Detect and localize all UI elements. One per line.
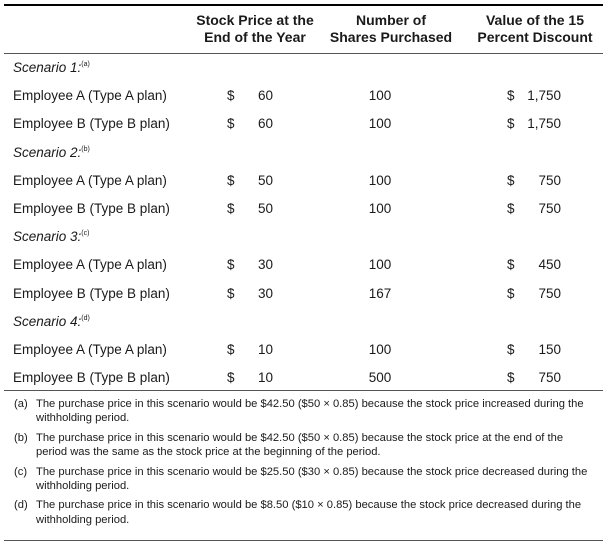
table-row: [4, 110, 603, 138]
employee-label: Employee B (Type B plan): [13, 116, 170, 132]
scenario-name: Scenario 1:: [13, 60, 82, 75]
footnote-text: The purchase price in this scenario would be $42.50 ($50 × 0.85) because the stock price increased during the withholding period.: [36, 398, 584, 425]
footnote-mark: (d): [14, 499, 28, 512]
scenario-note-ref: (b): [81, 145, 90, 153]
scenario-row: [4, 308, 603, 336]
footnote-mark: (c): [14, 465, 28, 478]
discount-dollar-sign: $: [507, 172, 515, 188]
stock-price-value: 10: [257, 341, 273, 357]
footnote-mark: (b): [14, 431, 28, 444]
table-row: [4, 167, 603, 195]
employee-label: Employee B (Type B plan): [13, 200, 170, 216]
table-header: [4, 8, 603, 54]
discount-value: 450: [538, 257, 561, 273]
scenario-note-ref: (a): [81, 61, 90, 68]
footnote-mark: (a): [14, 398, 28, 410]
discount-value: 150: [538, 341, 561, 357]
header-shares-purchased: Number of Shares Purchased: [329, 12, 453, 45]
price-dollar-sign: $: [227, 370, 235, 386]
footnote: [14, 465, 593, 494]
employee-label: Employee A (Type A plan): [13, 172, 167, 188]
shares-value: 100: [368, 200, 392, 216]
footnote: [14, 431, 593, 460]
table-row: [4, 195, 603, 223]
table-body: [4, 54, 603, 392]
stock-price-value: 30: [257, 257, 273, 273]
price-dollar-sign: $: [227, 116, 235, 132]
employee-label: Employee A (Type A plan): [13, 88, 167, 104]
scenario-row: [4, 139, 603, 167]
scenario-label: [13, 139, 90, 167]
footnote: [14, 498, 593, 527]
stock-price-value: 60: [257, 88, 273, 104]
shares-value: 100: [368, 257, 392, 273]
header-discount-value: Value of the 15 Percent Discount: [477, 12, 593, 45]
discount-dollar-sign: $: [507, 370, 515, 386]
discount-dollar-sign: $: [507, 116, 515, 132]
top-rule: [4, 4, 603, 6]
table-row: [4, 364, 603, 392]
discount-value: 750: [538, 285, 561, 301]
stock-price-value: 50: [257, 172, 273, 188]
employee-label: Employee A (Type A plan): [13, 341, 167, 357]
employee-label: Employee B (Type B plan): [13, 370, 170, 386]
scenario-name: Scenario 2:: [13, 144, 82, 160]
table-row: [4, 336, 603, 364]
price-dollar-sign: $: [227, 257, 235, 273]
footnote-text: The purchase price in this scenario would be $8.50 ($10 × 0.85) because the stock price decreased during the withholding period.: [36, 499, 582, 526]
footnote: [14, 397, 593, 426]
scenario-label: [13, 223, 89, 251]
header-stock-price: Stock Price at the End of the Year: [196, 12, 314, 45]
shares-value: 500: [368, 370, 392, 386]
scenario-row: [4, 54, 603, 82]
discount-dollar-sign: $: [507, 341, 515, 357]
footnotes: [4, 392, 603, 541]
table-row: [4, 82, 603, 110]
stock-price-value: 60: [257, 116, 273, 132]
shares-value: 100: [368, 116, 392, 132]
scenario-label: [13, 54, 90, 82]
price-dollar-sign: $: [227, 172, 235, 188]
scenario-note-ref: (d): [81, 314, 90, 322]
discount-dollar-sign: $: [507, 88, 515, 104]
shares-value: 167: [368, 285, 392, 301]
stock-price-value: 30: [257, 285, 273, 301]
discount-value: 750: [538, 172, 561, 188]
stock-price-value: 10: [257, 370, 273, 386]
price-dollar-sign: $: [227, 285, 235, 301]
scenario-row: [4, 223, 603, 251]
discount-dollar-sign: $: [507, 257, 515, 273]
shares-value: 100: [368, 341, 392, 357]
footnote-text: The purchase price in this scenario would be $25.50 ($30 × 0.85) because the stock price decreased during the withholding period.: [36, 465, 588, 493]
stock-price-value: 50: [257, 200, 273, 216]
table-row: [4, 251, 603, 279]
scenario-label: [13, 308, 90, 336]
shares-value: 100: [368, 172, 392, 188]
footnote-text: The purchase price in this scenario would be $42.50 ($50 × 0.85) because the stock price at the end of the period was the same as the stock price at the beginning of the period.: [36, 431, 564, 459]
scenario-name: Scenario 3:: [13, 229, 82, 245]
employee-label: Employee B (Type B plan): [13, 285, 170, 301]
scenario-note-ref: (c): [81, 230, 90, 238]
table-notes-divider: [4, 390, 603, 391]
price-dollar-sign: $: [227, 88, 235, 104]
scenario-name: Scenario 4:: [13, 313, 82, 329]
discount-value: 750: [538, 370, 561, 386]
price-dollar-sign: $: [227, 200, 235, 216]
employee-label: Employee A (Type A plan): [13, 257, 167, 273]
discount-value: 1,750: [527, 116, 561, 132]
discount-value: 750: [538, 200, 561, 216]
shares-value: 100: [368, 88, 392, 104]
table-row: [4, 280, 603, 308]
discount-dollar-sign: $: [507, 200, 515, 216]
discount-value: 1,750: [527, 88, 561, 104]
discount-dollar-sign: $: [507, 285, 515, 301]
price-dollar-sign: $: [227, 341, 235, 357]
